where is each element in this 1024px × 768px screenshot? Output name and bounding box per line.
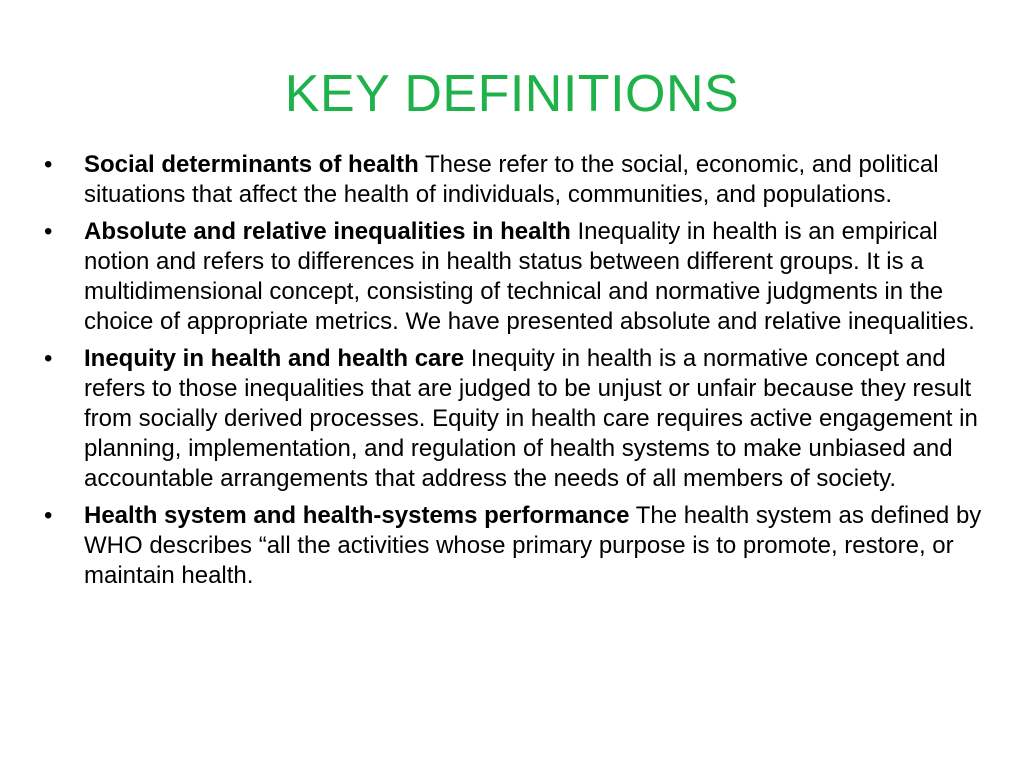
definition-text: Inequality in health is an empirical notion and refers to differences in health status between different groups. It is a multidimensional concept, consisting of technical and normative judgments in the choice of appropriate metrics. We have presented absolute and relative inequalities.: [84, 218, 975, 335]
definition-term: Absolute and relative inequalities in health: [84, 218, 571, 245]
bullet-dot-icon: •: [44, 218, 53, 245]
definition-item-social-determinants: [44, 150, 994, 210]
definitions-list: [44, 150, 994, 598]
definition-text: These refer to the social, economic, and political situations that affect the health of individuals, communities, and populations.: [84, 151, 939, 208]
definition-item-health-system: [44, 501, 994, 591]
definition-term: Social determinants of health: [84, 151, 419, 178]
definition-term: Inequity in health and health care: [84, 345, 465, 372]
definition-item-inequity: [44, 344, 994, 494]
definition-text: The health system as defined by WHO describes “all the activities whose primary purpose is to promote, restore, or maintain health.: [84, 502, 982, 589]
definition-term: Health system and health-systems performance: [84, 502, 630, 529]
definition-text: Inequity in health is a normative concept and refers to those inequalities that are judged to be unjust or unfair because they result from socially derived processes. Equity in health care requires active engagement in planning, implementation, and regulation of health systems to make unbiased and accountable arrangements that address the needs of all members of society.: [84, 345, 978, 492]
bullet-dot-icon: •: [44, 151, 53, 178]
definition-item-inequalities: [44, 217, 994, 337]
bullet-dot-icon: •: [44, 345, 53, 372]
slide-title: KEY DEFINITIONS: [284, 65, 740, 123]
bullet-dot-icon: •: [44, 502, 53, 529]
